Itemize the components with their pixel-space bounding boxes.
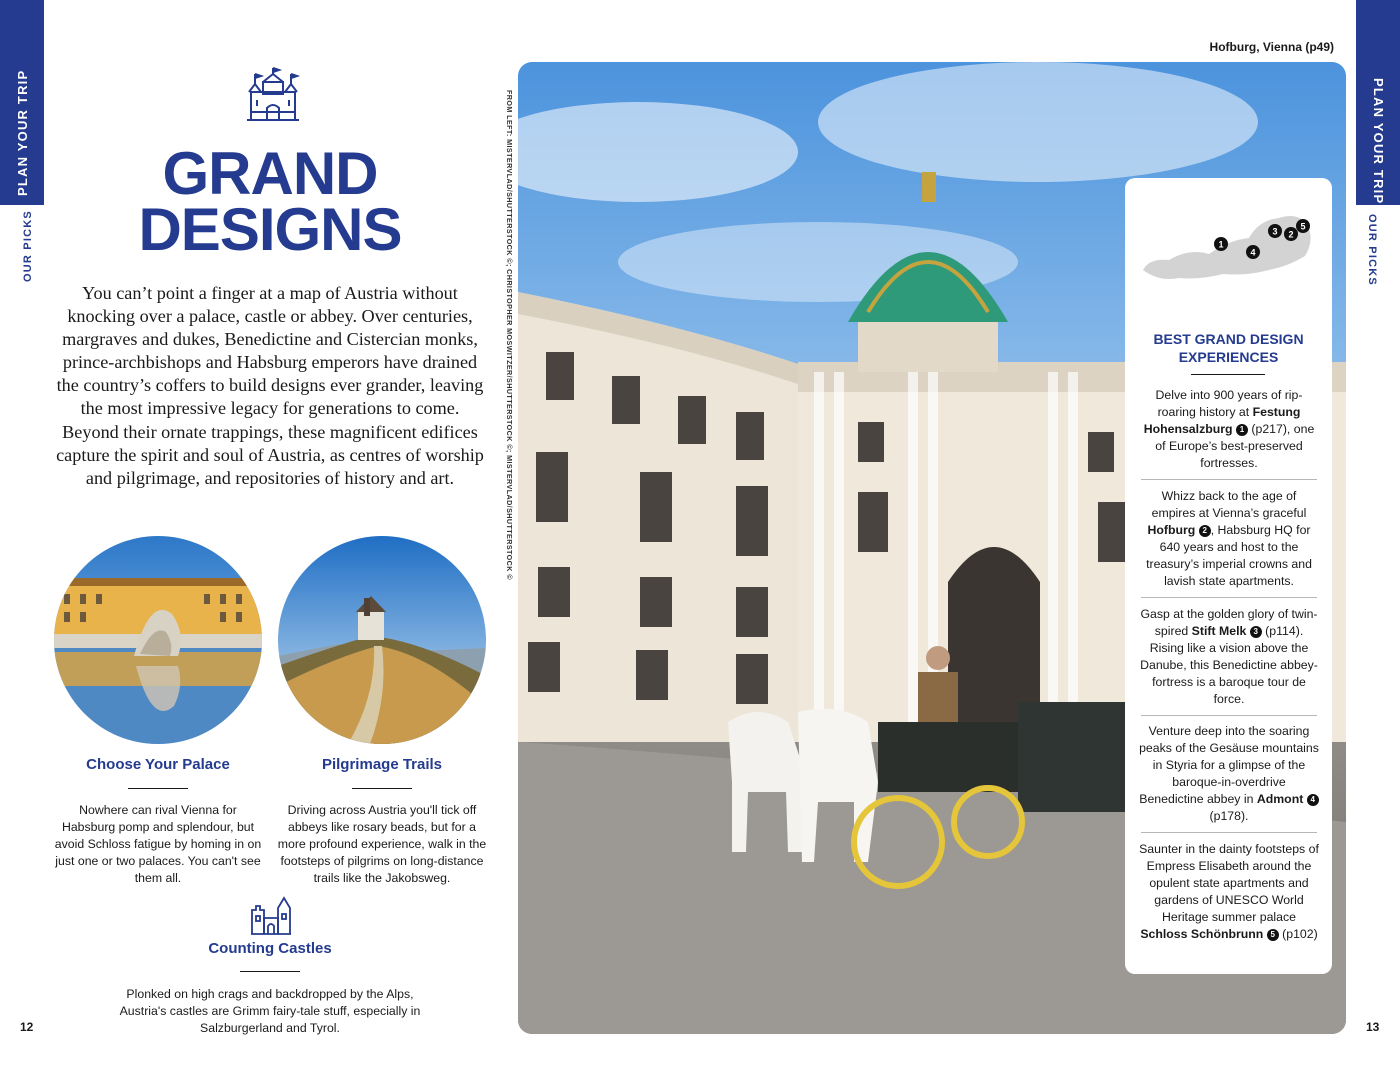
map-marker-1 [1214,237,1228,251]
map-marker-4 [1246,245,1260,259]
page-title [110,140,430,263]
experience-5-number: 5 [1267,929,1279,941]
feature-rule-castles [240,971,300,972]
photo-credit: FROM LEFT: MISTERVLAD/SHUTTERSTOCK ©; CHRISTOPHER MOSWITZER/SHUTTERSTOCK ©; MISTERVLAD/SHUTTERSTOCK © [505,90,514,580]
svg-text:1: 1 [1218,239,1224,250]
experience-2-name: Hofburg [1147,523,1196,537]
title-line-2: DESIGNS [138,196,402,263]
right-section-label: OUR PICKS [1366,214,1378,286]
svg-text:4: 4 [1250,247,1256,258]
feature-rule-palace [128,788,188,789]
feature-text-palace: Nowhere can rival Vienna for Habsburg pomp and splendour, but avoid Schloss fatigue by homing in on just one or two palaces. You can't see them all. [54,803,262,885]
map-marker-3 [1268,224,1282,238]
photo-caption: Hofburg, Vienna (p49) [1209,40,1334,54]
left-section-label: OUR PICKS [22,210,34,282]
right-tab-label: PLAN YOUR TRIP [1371,78,1386,205]
experience-2: Whizz back to the age of empires at Vienna’s graceful Hofburg 2 , Habsburg HQ for 640 years and host to the treasury’s imperial crowns and lavish state apartments. [1146,489,1312,588]
small-castle-icon [250,896,292,936]
left-side-tab [0,0,44,205]
experience-1-number: 1 [1236,424,1248,436]
panel-title-rule [1191,374,1265,375]
separator-1 [1141,479,1317,480]
svg-text:2: 2 [1288,229,1294,240]
experience-5-name: Schloss Schönbrunn [1140,927,1264,941]
feature-title-pilgrimage: Pilgrimage Trails [321,756,443,773]
intro-paragraph: You can’t point a finger at a map of Austria without knocking over a palace, castle or abbey. Over centuries, margraves and dukes, Benedictine and Cistercian monks, prince-archbishops and Habsburg emperors have drained the country’s coffers to build designs ever grander, leaving the most impressive legacy for generations to come. Beyond their ornate trappings, these magnificent edifices capture the spirit and soul of Austria, as centres of worship and pilgrimage, and repositories of history and art. [56,283,484,488]
feature-text-pilgrimage: Driving across Austria you'll tick off abbeys like rosary beads, but for a more profound experience, walk in the footsteps of pilgrims on long-distance trails like the Jakobsweg. [277,803,487,885]
separator-2 [1141,597,1317,598]
separator-4 [1141,832,1317,833]
page-number-left: 12 [20,1020,34,1034]
experience-3: Gasp at the golden glory of twin-spired Stift Melk 3 (p114). Rising like a vision above the Danube, this Benedictine abbey-fortress is a baroque tour de force. [1140,607,1318,706]
experience-3-name: Stift Melk [1191,624,1247,638]
panel-title: BEST GRAND DESIGN EXPERIENCES [1153,331,1304,365]
experience-4: Venture deep into the soaring peaks of the Gesäuse mountains in Styria for a glimpse of the baroque-in-overdrive Benedictine abbey in Admont 4 (p178). [1139,724,1319,823]
experiences-panel [1125,178,1332,974]
feature-title-palace: Choose Your Palace [86,756,230,773]
experience-2-number: 2 [1199,525,1211,537]
experience-5: Saunter in the dainty footsteps of Empress Elisabeth around the opulent state apartments and gardens of UNESCO World Heritage summer palace Schloss Schönbrunn 5 (p102) [1139,842,1319,941]
svg-text:3: 3 [1272,226,1278,237]
feature-rule-pilgrimage [352,788,412,789]
page-number-right: 13 [1366,1020,1380,1034]
palace-photo [54,536,262,744]
experience-4-number: 4 [1307,794,1319,806]
experience-1-name: Festung Hohensalzburg [1143,405,1301,436]
experience-4-name: Admont [1256,792,1304,806]
svg-text:5: 5 [1300,221,1306,232]
experience-3-number: 3 [1250,626,1262,638]
feature-title-castles: Counting Castles [208,940,332,957]
title-line-1: GRAND [162,140,378,207]
right-side-tab [1356,0,1400,205]
feature-text-castles: Plonked on high crags and backdropped by the Alps, Austria's castles are Grimm fairy-tale stuff, especially in Salzburgerland and Tyrol. [119,987,421,1035]
pilgrimage-photo [278,536,486,744]
map-marker-2 [1284,227,1298,241]
castle-icon [243,66,303,124]
austria-map [1139,200,1319,290]
map-marker-5 [1296,219,1310,233]
separator-3 [1141,715,1317,716]
left-tab-label: PLAN YOUR TRIP [15,69,30,196]
experience-1: Delve into 900 years of rip-roaring history at Festung Hohensalzburg 1 (p217), one of Europe’s best-preserved fortresses. [1143,388,1315,470]
